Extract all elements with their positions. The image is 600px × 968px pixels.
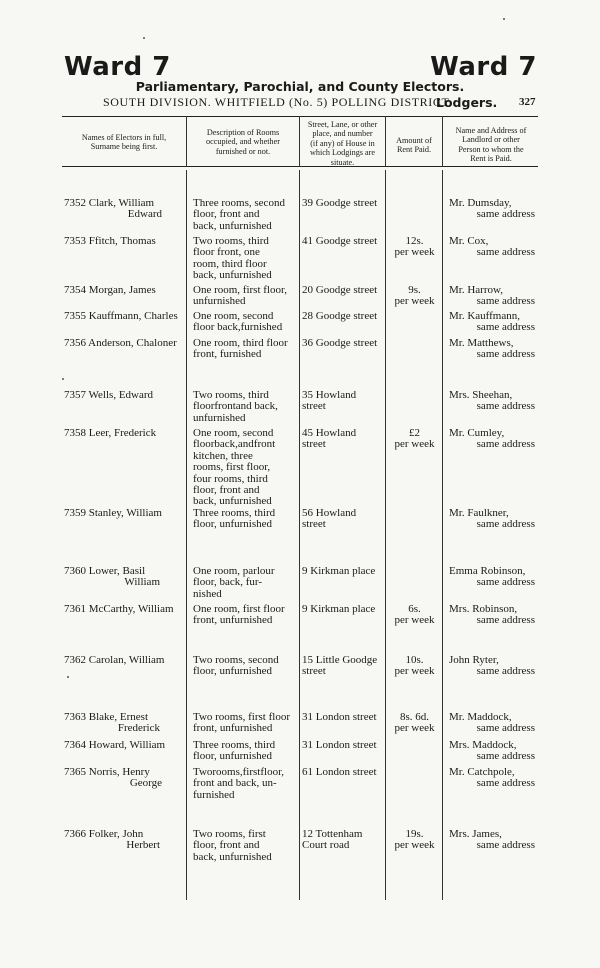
room-description-line: One room, second (193, 427, 274, 439)
landlord-address: same address (476, 576, 535, 589)
elector-number: 7357 (64, 389, 86, 401)
landlord (449, 236, 535, 259)
elector-name (64, 604, 186, 615)
elector-number: 7354 (64, 284, 86, 296)
elector-name (64, 767, 186, 790)
elector-surname: Anderson, Chaloner (86, 337, 177, 349)
landlord-name: Mr. Maddock, (449, 711, 512, 723)
landlord-address: same address (476, 750, 535, 763)
lodging-address-line: 15 Little Goodge (302, 654, 378, 666)
division-district: SOUTH DIVISION. WHITFIELD (No. 5) POLLING DISTRICT. (103, 95, 453, 109)
elector-name (64, 428, 186, 439)
elector-number: 7359 (64, 507, 86, 519)
room-description-line: Two rooms, first floor (193, 711, 290, 723)
rent-paid-line: 12s. (405, 235, 424, 247)
lodging-address (302, 198, 388, 209)
elector-name (64, 655, 186, 666)
lodging-address (302, 311, 388, 322)
landlord-name: Mrs. James, (449, 828, 502, 840)
elector-number-and-name (64, 740, 186, 751)
column-header-line: Rent is Paid. (470, 154, 512, 164)
elector-number-and-name (64, 198, 186, 209)
lodging-address-line: 56 Howland (302, 507, 357, 519)
room-description-line: One room, first floor, (193, 284, 287, 296)
elector-number: 7363 (64, 711, 86, 723)
elector-name-continued: Edward (127, 208, 162, 221)
elector-number-and-name (64, 338, 186, 349)
column-divider (186, 116, 187, 167)
landlord-name: Mr. Dumsday, (449, 197, 512, 209)
column-divider (186, 170, 187, 900)
lodging-address-line: 9 Kirkman place (302, 603, 376, 615)
column-header-line: place, and number (312, 129, 373, 139)
elector-number-and-name (64, 285, 186, 296)
lodging-address-line: 20 Goodge street (302, 284, 378, 296)
room-description (193, 829, 293, 863)
landlord-address: same address (476, 400, 535, 413)
elector-name (64, 338, 186, 349)
elector-surname: Howard, William (86, 739, 166, 751)
room-description (193, 198, 293, 232)
room-description-line: floorfrontand back, (193, 400, 278, 413)
elector-number: 7366 (64, 828, 86, 840)
room-description-line: Three rooms, third (193, 739, 276, 751)
room-description-line: floor, unfurnished (193, 750, 272, 763)
landlord (449, 604, 535, 627)
rent-paid-line: per week (394, 438, 435, 451)
lodging-address-line: 61 London street (302, 766, 377, 778)
lodging-address (302, 767, 388, 778)
elector-number: 7358 (64, 427, 86, 439)
column-header-line: situate. (330, 157, 355, 167)
elector-surname: Wells, Edward (86, 389, 154, 401)
elector-surname: Stanley, William (86, 507, 162, 519)
lodging-address (302, 428, 388, 451)
elector-number-and-name (64, 311, 186, 322)
lodging-address-line: 28 Goodge street (302, 310, 378, 322)
room-description-line: Three rooms, second (193, 197, 285, 209)
room-description-line: One room, third floor (193, 337, 288, 349)
elector-number: 7365 (64, 766, 86, 778)
lodging-address (302, 829, 388, 852)
elector-surname: Leer, Frederick (86, 427, 157, 439)
room-description-line: back, unfurnished (193, 219, 272, 232)
landlord-name: Emma Robinson, (449, 565, 526, 577)
lodging-address-line: 31 London street (302, 711, 377, 723)
lodging-address (302, 740, 388, 751)
rent-paid-line: per week (394, 246, 435, 259)
landlord-name: Mrs. Robinson, (449, 603, 518, 615)
room-description-line: Two rooms, third (193, 389, 269, 401)
landlord-address: same address (476, 321, 535, 334)
landlord-address: same address (476, 777, 535, 790)
elector-number: 7355 (64, 310, 86, 322)
room-description-line: unfurnished (193, 295, 246, 308)
room-description-line: furnished (193, 788, 235, 801)
room-description-line: unfurnished (193, 411, 246, 424)
room-description-line: floorback,andfront (193, 438, 276, 451)
elector-name-continued: William (124, 576, 160, 589)
landlord-address: same address (476, 839, 535, 852)
room-description (193, 390, 293, 424)
column-divider (299, 116, 300, 167)
rent-paid-line: 19s. (405, 828, 424, 840)
lodging-address-line: street (302, 438, 326, 451)
room-description-line: floor, front and (193, 839, 260, 852)
column-header-line: Person to whom the (458, 144, 524, 154)
room-description-line: front, furnished (193, 348, 262, 361)
landlord-address: same address (476, 348, 535, 361)
room-description-line: front and back, un- (193, 777, 277, 790)
elector-name-continued: George (129, 777, 162, 790)
landlord (449, 198, 535, 221)
lodging-address-line: street (302, 400, 326, 413)
room-description-line: floor, unfurnished (193, 518, 272, 531)
room-description-line: One room, first floor (193, 603, 285, 615)
room-description (193, 508, 293, 531)
elector-surname: Ffitch, Thomas (86, 235, 156, 247)
lodging-address (302, 390, 388, 413)
column-header-description (188, 128, 298, 156)
column-header-line: which Lodgings are (309, 148, 376, 158)
elector-number-and-name (64, 428, 186, 439)
landlord (449, 508, 535, 531)
room-description (193, 338, 293, 361)
column-divider (442, 116, 443, 167)
column-header-line: furnished or not. (215, 146, 271, 156)
lodging-address (302, 236, 388, 247)
ward-label-right: Ward 7 (430, 52, 537, 82)
elector-number-and-name (64, 508, 186, 519)
lodging-address-line: 12 Tottenham (302, 828, 363, 840)
elector-surname: Lower, Basil (86, 565, 146, 577)
landlord-name: John Ryter, (449, 654, 499, 666)
column-header-line: Surname being first. (90, 142, 158, 152)
rent-paid (388, 829, 441, 852)
rent-paid-line: 6s. (408, 603, 421, 615)
elector-number-and-name (64, 236, 186, 247)
room-description-line: rooms, first floor, (193, 461, 271, 474)
landlord (449, 829, 535, 852)
elector-surname: Kauffmann, Charles (86, 310, 178, 322)
column-header-line: Name and Address of (455, 126, 527, 135)
rent-paid-line: per week (394, 839, 435, 852)
lodging-address (302, 712, 388, 723)
lodging-address (302, 604, 388, 615)
landlord-name: Mr. Harrow, (449, 284, 503, 296)
landlord (449, 566, 535, 589)
landlord (449, 285, 535, 308)
room-description (193, 604, 293, 627)
landlord (449, 712, 535, 735)
elector-name (64, 236, 186, 247)
lodging-address (302, 285, 388, 296)
room-description (193, 428, 293, 508)
lodging-address-line: Court road (302, 839, 350, 852)
elector-name-continued: Frederick (117, 722, 160, 735)
column-divider (385, 170, 386, 900)
room-description (193, 311, 293, 334)
room-description (193, 767, 293, 801)
elector-surname: Blake, Ernest (86, 711, 149, 723)
landlord (449, 767, 535, 790)
room-description-line: floor, front and (193, 484, 260, 497)
lodging-address-line: 36 Goodge street (302, 337, 378, 349)
column-header-rent (387, 136, 441, 155)
landlord-name: Mr. Cumley, (449, 427, 505, 439)
room-description-line: Two rooms, second (193, 654, 279, 666)
lodging-address-line: 31 London street (302, 739, 377, 751)
header-bottom-rule (62, 166, 538, 167)
room-description-line: back, unfurnished (193, 495, 272, 508)
landlord-address: same address (476, 518, 535, 531)
landlord-name: Mr. Cox, (449, 235, 489, 247)
room-description-line: Two rooms, third (193, 235, 269, 247)
room-description (193, 236, 293, 282)
elector-surname: McCarthy, William (86, 603, 174, 615)
elector-name (64, 285, 186, 296)
lodging-address-line: street (302, 665, 326, 678)
room-description-line: Tworooms,firstfloor, (193, 766, 285, 778)
elector-number: 7352 (64, 197, 86, 209)
column-divider (385, 116, 386, 167)
rent-paid-line: per week (394, 614, 435, 627)
elector-number-and-name (64, 390, 186, 401)
elector-number: 7360 (64, 565, 86, 577)
room-description-line: floor front, one (193, 246, 260, 259)
landlord-address: same address (476, 438, 535, 451)
header-top-rule (62, 116, 538, 117)
landlord (449, 338, 535, 361)
room-description-line: room, third floor (193, 257, 267, 270)
lodging-address-line: 41 Goodge street (302, 235, 378, 247)
elector-name (64, 311, 186, 322)
lodging-address-line: 35 Howland (302, 389, 357, 401)
column-divider (442, 170, 443, 900)
room-description-line: nished (193, 587, 222, 600)
landlord-address: same address (476, 614, 535, 627)
landlord-address: same address (476, 208, 535, 221)
lodging-address (302, 508, 388, 531)
column-header-line: (if any) of House in (310, 138, 375, 148)
elector-number-and-name (64, 767, 186, 778)
landlord-address: same address (476, 722, 535, 735)
lodging-address-line: street (302, 518, 326, 531)
elector-number: 7362 (64, 654, 86, 666)
elector-surname: Norris, Henry (86, 766, 150, 778)
room-description-line: floor back,furnished (193, 321, 283, 334)
elector-name (64, 712, 186, 735)
elector-surname: Carolan, William (86, 654, 165, 666)
column-header-line: Rent Paid. (396, 145, 432, 155)
room-description (193, 655, 293, 678)
rent-paid (388, 285, 441, 308)
elector-number: 7356 (64, 337, 86, 349)
room-description-line: Two rooms, first (193, 828, 266, 840)
elector-name (64, 566, 186, 589)
rent-paid-line: per week (394, 665, 435, 678)
landlord (449, 311, 535, 334)
column-header-street (301, 120, 384, 167)
lodging-address-line: 9 Kirkman place (302, 565, 376, 577)
room-description-line: One room, parlour (193, 565, 275, 577)
elector-name-continued: Herbert (126, 839, 160, 852)
elector-number-and-name (64, 604, 186, 615)
rent-paid-line: 10s. (405, 654, 424, 666)
landlord (449, 428, 535, 451)
landlord-name: Mr. Kauffmann, (449, 310, 520, 322)
room-description-line: back, unfurnished (193, 269, 272, 282)
elector-surname: Folker, John (86, 828, 144, 840)
elector-number-and-name (64, 829, 186, 840)
print-speck (503, 18, 505, 20)
column-header-line: Street, Lane, or other (307, 120, 378, 129)
column-divider (299, 170, 300, 900)
landlord (449, 655, 535, 678)
elector-name (64, 740, 186, 751)
room-description-line: four rooms, third (193, 472, 268, 485)
room-description-line: front, unfurnished (193, 722, 273, 735)
landlord (449, 390, 535, 413)
page-title: Parliamentary, Parochial, and County Electors. (135, 79, 465, 94)
column-header-names (64, 133, 184, 152)
lodging-address (302, 566, 388, 577)
ward-label-left: Ward 7 (64, 52, 171, 82)
elector-name (64, 390, 186, 401)
rent-paid (388, 604, 441, 627)
landlord-address: same address (476, 665, 535, 678)
print-speck (62, 378, 64, 380)
elector-number: 7361 (64, 603, 86, 615)
room-description-line: kitchen, three (193, 449, 253, 462)
room-description (193, 712, 293, 735)
room-description-line: floor, unfurnished (193, 665, 272, 678)
section-label: Lodgers. (436, 95, 498, 110)
rent-paid (388, 428, 441, 451)
elector-number-and-name (64, 655, 186, 666)
rent-paid-line: per week (394, 722, 435, 735)
landlord-address: same address (476, 295, 535, 308)
column-header-line: Landlord or other (462, 135, 520, 145)
elector-number: 7353 (64, 235, 86, 247)
elector-name (64, 198, 186, 221)
elector-surname: Morgan, James (86, 284, 156, 296)
landlord-name: Mrs. Maddock, (449, 739, 517, 751)
landlord-name: Mr. Catchpole, (449, 766, 515, 778)
elector-number: 7364 (64, 739, 86, 751)
page-number: 327 (519, 96, 536, 108)
landlord-address: same address (476, 246, 535, 259)
room-description-line: floor, front and (193, 208, 260, 221)
column-header-landlord (444, 126, 538, 164)
print-speck (143, 37, 145, 39)
rent-paid (388, 712, 441, 735)
column-header-line: occupied, and whether (206, 137, 280, 147)
room-description-line: One room, second (193, 310, 274, 322)
elector-surname: Clark, William (86, 197, 155, 209)
room-description (193, 285, 293, 308)
room-description-line: floor, back, fur- (193, 576, 262, 589)
print-speck (67, 676, 69, 678)
lodging-address (302, 655, 388, 678)
room-description-line: back, unfurnished (193, 850, 272, 863)
lodging-address-line: 45 Howland (302, 427, 357, 439)
column-header-line: Names of Electors in full, (81, 133, 167, 142)
landlord (449, 740, 535, 763)
room-description (193, 566, 293, 600)
elector-name (64, 829, 186, 852)
column-header-line: Description of Rooms (206, 128, 280, 137)
room-description-line: Three rooms, third (193, 507, 276, 519)
lodging-address-line: 39 Goodge street (302, 197, 378, 209)
room-description-line: front, unfurnished (193, 614, 273, 627)
rent-paid-line: 8s. 6d. (399, 711, 430, 723)
lodging-address (302, 338, 388, 349)
rent-paid-line: £2 (409, 427, 420, 439)
landlord-name: Mrs. Sheehan, (449, 389, 513, 401)
room-description (193, 740, 293, 763)
rent-paid-line: per week (394, 295, 435, 308)
rent-paid (388, 655, 441, 678)
column-header-line: Amount of (396, 136, 432, 145)
rent-paid (388, 236, 441, 259)
rent-paid-line: 9s. (408, 284, 421, 296)
elector-name (64, 508, 186, 519)
landlord-name: Mr. Matthews, (449, 337, 514, 349)
landlord-name: Mr. Faulkner, (449, 507, 509, 519)
